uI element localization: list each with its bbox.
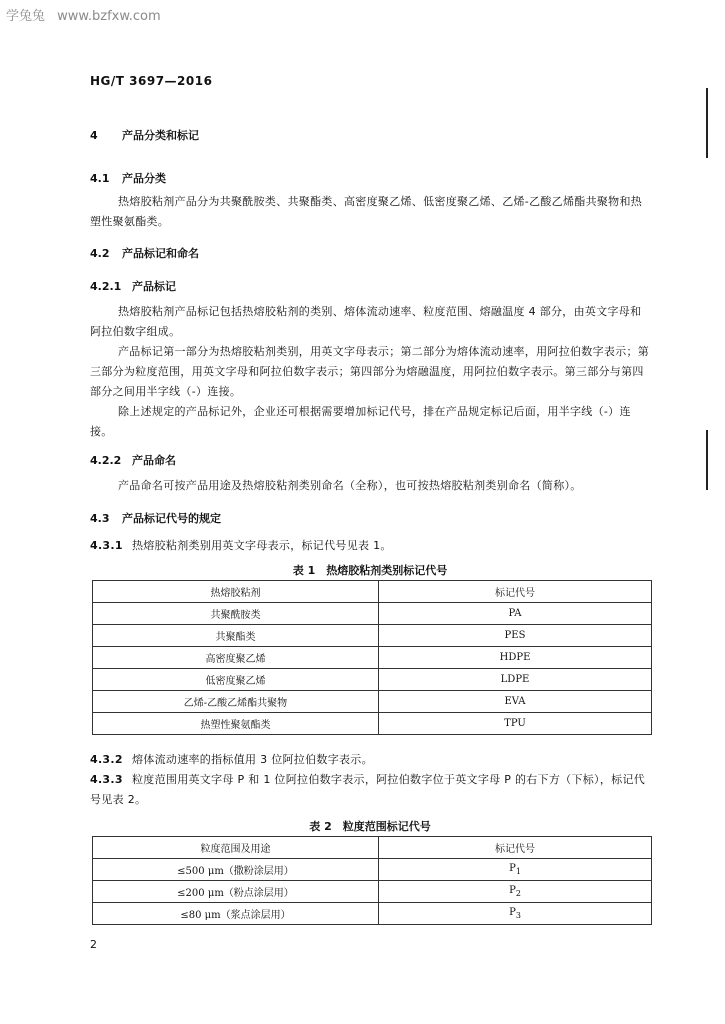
table-row: [93, 603, 652, 625]
margin-bar: [706, 88, 708, 158]
table-cell: 低密度聚乙烯: [93, 669, 379, 691]
watermark-site: 学兔兔: [6, 9, 46, 24]
clause-text: 熔体流动速率的指标值用 3 位阿拉伯数字表示。: [132, 753, 373, 766]
table-row: [93, 859, 652, 881]
subsection-number: 4.3: [90, 512, 110, 525]
clause-number: 4.2.2: [90, 454, 122, 467]
table-header-cell: 热熔胶粘剂: [93, 581, 379, 603]
table-cell: TPU: [379, 713, 652, 735]
paragraph: 产品标记第一部分为热熔胶粘剂类别，用英文字母表示；第二部分为熔体流动速率，用阿拉伯数字表示；第三部分为粒度范围，用英文字母和阿拉伯数字表示；第四部分为熔融温度，用阿拉伯数字表示。第三部分与第四部分之间用半字线（-）连接。: [90, 345, 650, 398]
clause-text: 热熔胶粘剂类别用英文字母表示，标记代号见表 1。: [132, 539, 392, 552]
watermark: [6, 5, 169, 24]
table-cell: 共聚酰胺类: [93, 603, 379, 625]
code-letter: P: [509, 885, 516, 896]
table-cell: ≤200 μm（粉点涂层用）: [93, 881, 379, 903]
clause-text: 粒度范围用英文字母 P 和 1 位阿拉伯数字表示，阿拉伯数字位于英文字母 P 的右下方（下标），标记代号见表 2。: [90, 773, 646, 806]
code-letter: P: [509, 907, 516, 918]
clause-heading: [90, 278, 176, 294]
table-header-row: [93, 837, 652, 859]
table1: [92, 580, 652, 735]
subsection-heading: [90, 170, 166, 186]
table-cell: 乙烯-乙酸乙烯酯共聚物: [93, 691, 379, 713]
table-row: [93, 669, 652, 691]
table-row: [93, 647, 652, 669]
clause-heading: [90, 452, 176, 468]
subsection-title: 产品标记和命名: [122, 247, 199, 260]
table-header-cell: 标记代号: [379, 837, 652, 859]
table-row: [93, 625, 652, 647]
clause-paragraph: [90, 770, 650, 810]
table-cell: [379, 859, 652, 881]
table-header-cell: 粒度范围及用途: [93, 837, 379, 859]
table-row: [93, 713, 652, 735]
watermark-url: www.bzfxw.com: [57, 9, 161, 24]
table-cell: EVA: [379, 691, 652, 713]
subsection-title: 产品分类: [122, 172, 166, 185]
code-subscript: 1: [515, 867, 521, 876]
table-header-cell: 标记代号: [379, 581, 652, 603]
table-cell: 热塑性聚氨酯类: [93, 713, 379, 735]
clause-number: 4.3.1: [90, 539, 123, 552]
clause-title: 产品标记: [132, 280, 176, 293]
section-heading: [90, 127, 199, 143]
subsection-number: 4.2: [90, 247, 110, 260]
code-subscript: 3: [515, 911, 521, 920]
code-letter: P: [509, 863, 516, 874]
table-cell: [379, 903, 652, 925]
subsection-title: 产品标记代号的规定: [122, 512, 221, 525]
table-cell: ≤500 μm（撒粉涂层用）: [93, 859, 379, 881]
paragraph: 热熔胶粘剂产品分为共聚酰胺类、共聚酯类、高密度聚乙烯、低密度聚乙烯、乙烯-乙酸乙烯酯共聚物和热塑性聚氨酯类。: [90, 195, 643, 228]
table2: [92, 836, 652, 925]
subsection-heading: [90, 245, 199, 261]
paragraph: 除上述规定的产品标记外，企业还可根据需要增加标记代号，排在产品规定标记后面，用半字线（-）连接。: [90, 405, 631, 438]
table-cell: LDPE: [379, 669, 652, 691]
table-cell: 高密度聚乙烯: [93, 647, 379, 669]
page-number: 2: [90, 938, 97, 951]
table-header-row: [93, 581, 652, 603]
table-cell: [379, 881, 652, 903]
clause-number: 4.3.2: [90, 753, 123, 766]
table-cell: HDPE: [379, 647, 652, 669]
code-subscript: 2: [515, 889, 521, 898]
clause-number: 4.2.1: [90, 280, 122, 293]
margin-bar: [706, 430, 708, 490]
section-number: 4: [90, 129, 98, 142]
table-cell: PA: [379, 603, 652, 625]
clause-line: [90, 750, 650, 770]
paragraph: 产品命名可按产品用途及热熔胶粘剂类别命名（全称），也可按热熔胶粘剂类别命名（简称）。: [118, 479, 582, 492]
table1-caption: 表 1 热熔胶粘剂类别标记代号: [292, 564, 448, 577]
table-cell: ≤80 μm（浆点涂层用）: [93, 903, 379, 925]
table-row: [93, 691, 652, 713]
clause-line: [90, 536, 650, 556]
clause-number: 4.3.3: [90, 773, 123, 786]
clause-title: 产品命名: [132, 454, 176, 467]
paragraph: 热熔胶粘剂产品标记包括热熔胶粘剂的类别、熔体流动速率、粒度范围、熔融温度 4 部分，由英文字母和阿拉伯数字组成。: [90, 305, 642, 338]
section-title: 产品分类和标记: [122, 129, 199, 142]
table-row: [93, 881, 652, 903]
subsection-heading: [90, 510, 221, 526]
table-cell: PES: [379, 625, 652, 647]
table-row: [93, 903, 652, 925]
table2-caption: 表 2 粒度范围标记代号: [309, 820, 431, 833]
table-cell: 共聚酯类: [93, 625, 379, 647]
standard-code: HG/T 3697—2016: [90, 74, 213, 88]
subsection-number: 4.1: [90, 172, 110, 185]
